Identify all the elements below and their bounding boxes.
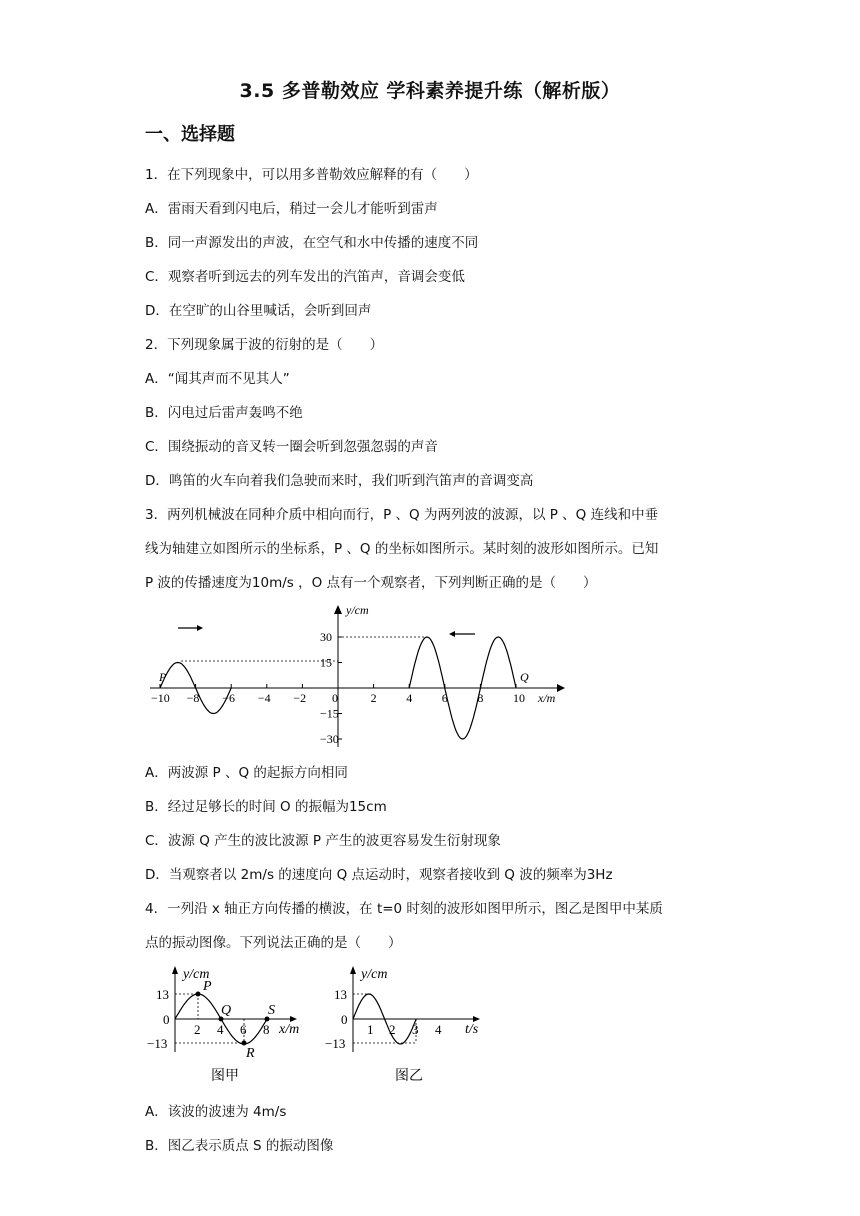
q2-option-d: D．鸣笛的火车向着我们急驶而来时，我们听到汽笛声的音调变高 (145, 473, 534, 489)
q3-x-tick-label: −10 (151, 691, 170, 705)
q4-figure-b (323, 962, 493, 1087)
fig-b-xtick-1: 1 (367, 1022, 374, 1037)
q3-x-label: x/m (538, 691, 556, 705)
q3-x-tick-label: −8 (186, 691, 200, 705)
q3-option-c: C．波源 Q 产生的波比波源 P 产生的波更容易发生衍射现象 (145, 833, 501, 849)
q3-x-tick-label: −4 (257, 691, 271, 705)
q3-x-tick-label: 6 (441, 691, 448, 705)
q3-wave-figure (145, 602, 575, 752)
q2-option-b: B．闪电过后雷声轰鸣不绝 (145, 405, 303, 421)
q3-x-tick-label: −6 (222, 691, 235, 705)
q4-option-a: A．该波的波速为 4m/s (145, 1104, 287, 1120)
point-s-label: S (268, 1003, 275, 1018)
q3-y-tick-label: −15 (320, 706, 339, 721)
q3-p-label: P (159, 670, 167, 684)
q1-stem: 1．在下列现象中，可以用多普勒效应解释的有（ ） (145, 167, 478, 183)
fig-b-ytick-0: 0 (341, 1012, 348, 1027)
fig-b-ytick-13: 13 (334, 987, 347, 1002)
fig-a-ytick-neg13: −13 (147, 1036, 168, 1051)
point-p (196, 992, 201, 997)
q3-y-arrow (334, 605, 342, 614)
fig-a-ytick-0: 0 (163, 1012, 170, 1027)
q1-option-a: A．雷雨天看到闪电后，稍过一会儿才能听到雷声 (145, 201, 438, 217)
fig-a-ytick-13: 13 (156, 987, 169, 1002)
q4-stem-line2: 点的振动图像。下列说法正确的是（ ） (145, 935, 402, 951)
fig-b-xtick-4: 4 (435, 1022, 442, 1037)
q3-x-tick-label: 2 (370, 691, 377, 705)
point-p-label: P (203, 979, 212, 994)
q2-option-c: C．围绕振动的音叉转一圈会听到忽强忽弱的声音 (145, 439, 438, 455)
q1-option-c: C．观察者听到远去的列车发出的汽笛声，音调会变低 (145, 269, 465, 285)
fig-a-x-label: x/m (279, 1022, 300, 1037)
q1-option-d: D．在空旷的山谷里喊话，会听到回声 (145, 303, 372, 319)
q4-option-b: B．图乙表示质点 S 的振动图像 (145, 1138, 334, 1154)
q3-option-d: D．当观察者以 2m/s 的速度向 Q 点运动时，观察者接收到 Q 波的频率为3Hz (145, 867, 613, 883)
q3-y-tick-label: 30 (320, 630, 332, 644)
fig-b-caption: 图乙 (395, 1068, 423, 1084)
q3-x-tick-label: 8 (477, 691, 484, 705)
fig-b-y-label: y/cm (361, 967, 388, 982)
q3-q-label: Q (520, 670, 529, 684)
fig-a-caption: 图甲 (211, 1068, 239, 1084)
point-q-label: Q (221, 1003, 232, 1018)
fig-a-xtick-4: 4 (217, 1022, 224, 1037)
q3-x-arrow (557, 684, 565, 692)
q3-option-b: B．经过足够长的时间 O 的振幅为15cm (145, 799, 387, 815)
q3-x-tick-label: 10 (513, 691, 525, 705)
q1-option-b: B．同一声源发出的声波，在空气和水中传播的速度不同 (145, 235, 479, 251)
fig-b-xtick-2: 2 (389, 1022, 396, 1037)
document-title: 3.5 多普勒效应 学科素养提升练（解析版） (239, 80, 621, 102)
point-r-label: R (246, 1046, 255, 1061)
q3-stem-line1: 3．两列机械波在同种介质中相向而行，P 、Q 为两列波的波源，以 P 、Q 连线和中垂 (145, 507, 659, 523)
q3-origin-label: 0 (332, 691, 338, 705)
point-r (242, 1041, 247, 1046)
fig-b-xtick-3: 3 (412, 1022, 419, 1037)
q3-stem-line2: 线为轴建立如图所示的坐标系，P 、Q 的坐标如图所示。某时刻的波形如图所示。已知 (145, 541, 659, 557)
fig-b-x-label: t/s (465, 1022, 479, 1037)
q3-x-tick-label: 4 (406, 691, 413, 705)
fig-a-xtick-6: 6 (240, 1022, 247, 1037)
fig-a-xtick-2: 2 (194, 1022, 201, 1037)
q3-p-arrowhead (197, 625, 203, 631)
fig-b-ytick-neg13: −13 (325, 1036, 346, 1051)
section-heading: 一、选择题 (145, 124, 235, 145)
fig-a-y-label: y/cm (183, 967, 210, 982)
q4-stem-line1: 4．一列沿 x 轴正方向传播的横波，在 t=0 时刻的波形如图甲所示，图乙是图甲中某质 (145, 901, 663, 917)
fig-b-y-arrow (350, 966, 356, 974)
q2-stem: 2．下列现象属于波的衍射的是（ ） (145, 337, 384, 353)
q2-option-a: A．“闻其声而不见其人” (145, 371, 290, 387)
q4-figure-a (145, 962, 315, 1087)
q3-y-label: y/cm (346, 603, 369, 617)
q3-x-tick-label: −2 (293, 691, 307, 705)
q3-y-tick-label: 15 (320, 655, 332, 670)
q3-option-a: A．两波源 P 、Q 的起振方向相同 (145, 765, 348, 781)
fig-a-y-arrow (172, 966, 178, 974)
q3-y-tick-label: −30 (320, 732, 339, 746)
q3-q-arrowhead (449, 631, 455, 637)
q3-stem-line3: P 波的传播速度为10m/s ，O 点有一个观察者，下列判断正确的是（ ） (145, 575, 597, 591)
fig-a-xtick-8: 8 (263, 1022, 270, 1037)
